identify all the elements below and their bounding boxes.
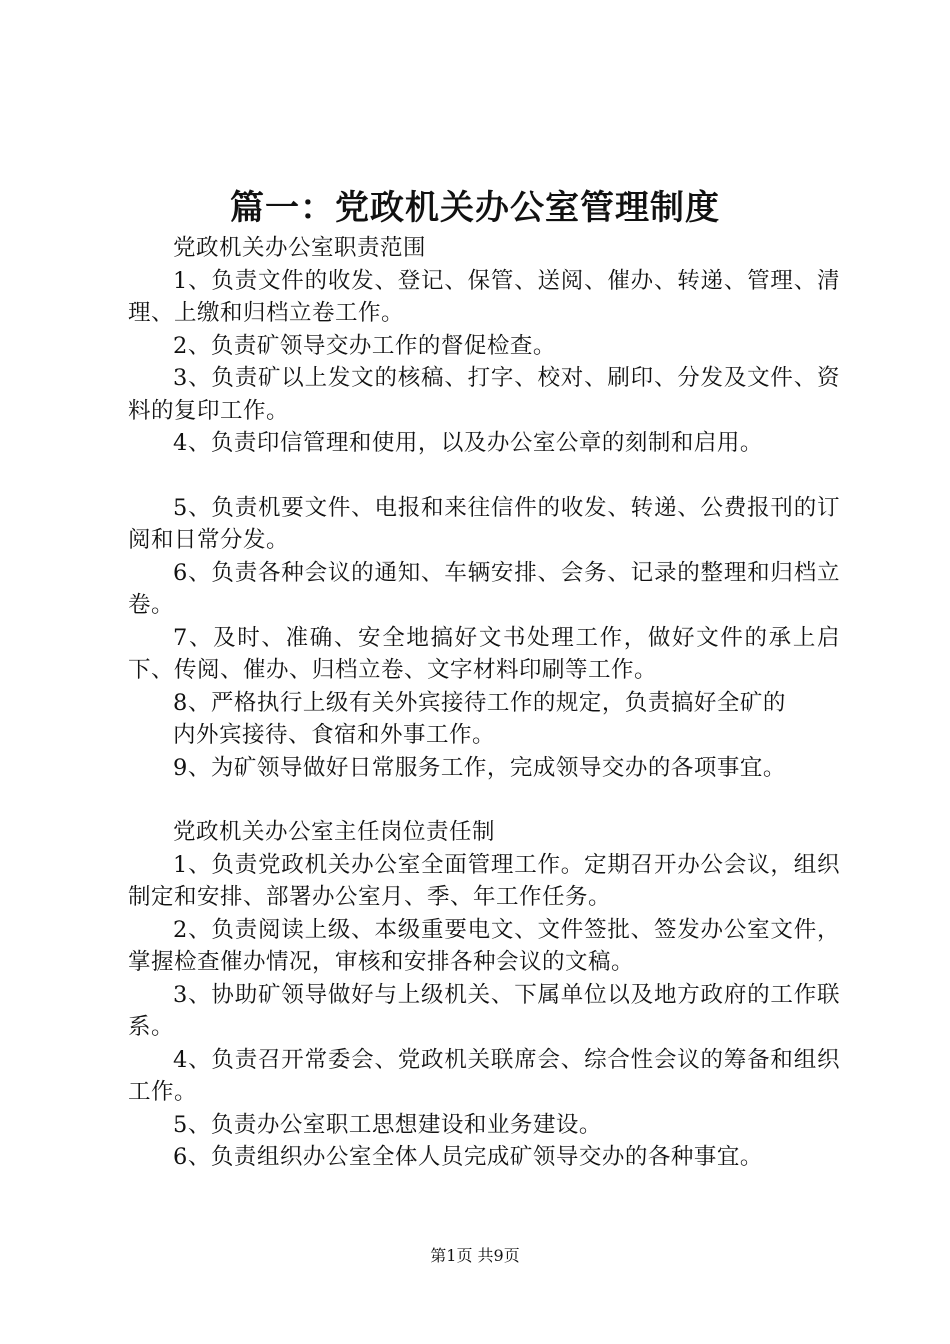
duty-item-2: 2、负责矿领导交办工作的督促检查。: [173, 332, 556, 359]
page-footer: 第1页 共9页: [430, 1246, 520, 1265]
director-item-4: 4、负责召开常委会、党政机关联席会、综合性会议的筹备和组织工作。: [128, 1046, 840, 1105]
director-item-1: 1、负责党政机关办公室全面管理工作。定期召开办公会议，组织制定和安排、部署办公室月、季、年工作任务。: [128, 851, 840, 910]
duty-item-8: 8、严格执行上级有关外宾接待工作的规定，负责搞好全矿的: [173, 689, 786, 716]
paragraph-gap: [128, 460, 840, 492]
director-item-5: 5、负责办公室职工思想建设和业务建设。: [173, 1111, 602, 1138]
director-item-3: 3、协助矿领导做好与上级机关、下属单位以及地方政府的工作联系。: [128, 981, 840, 1040]
duty-item-3: 3、负责矿以上发文的核稿、打字、校对、刷印、分发及文件、资料的复印工作。: [128, 365, 840, 424]
duty-item-6: 6、负责各种会议的通知、车辆安排、会务、记录的整理和归档立卷。: [128, 559, 840, 618]
duty-item-9: 9、为矿领导做好日常服务工作，完成领导交办的各项事宜。: [173, 754, 786, 781]
duty-item-7: 7、及时、准确、安全地搞好文书处理工作，做好文件的承上启下、传阅、催办、归档立卷、文字材料印刷等工作。: [128, 624, 840, 683]
director-item-6: 6、负责组织办公室全体人员完成矿领导交办的各种事宜。: [173, 1144, 763, 1170]
duty-item-8-continued: 内外宾接待、食宿和外事工作。: [173, 722, 496, 748]
duty-item-4: 4、负责印信管理和使用，以及办公室公章的刻制和启用。: [173, 430, 763, 456]
document-body: [128, 232, 840, 1174]
duty-item-5: 5、负责机要文件、电报和来往信件的收发、转递、公费报刊的订阅和日常分发。: [128, 494, 840, 553]
section-heading-duties: 党政机关办公室职责范围: [173, 235, 427, 261]
section-heading-director: 党政机关办公室主任岗位责任制: [173, 819, 496, 845]
director-item-2: 2、负责阅读上级、本级重要电文、文件签批、签发办公室文件，掌握检查催办情况，审核和安排各种会议的文稿。: [128, 916, 840, 975]
duty-item-1: 1、负责文件的收发、登记、保管、送阅、催办、转递、管理、清理、上缴和归档立卷工作。: [128, 267, 840, 326]
paragraph-gap: [128, 784, 840, 816]
document-title: 篇一：党政机关办公室管理制度: [230, 188, 720, 228]
